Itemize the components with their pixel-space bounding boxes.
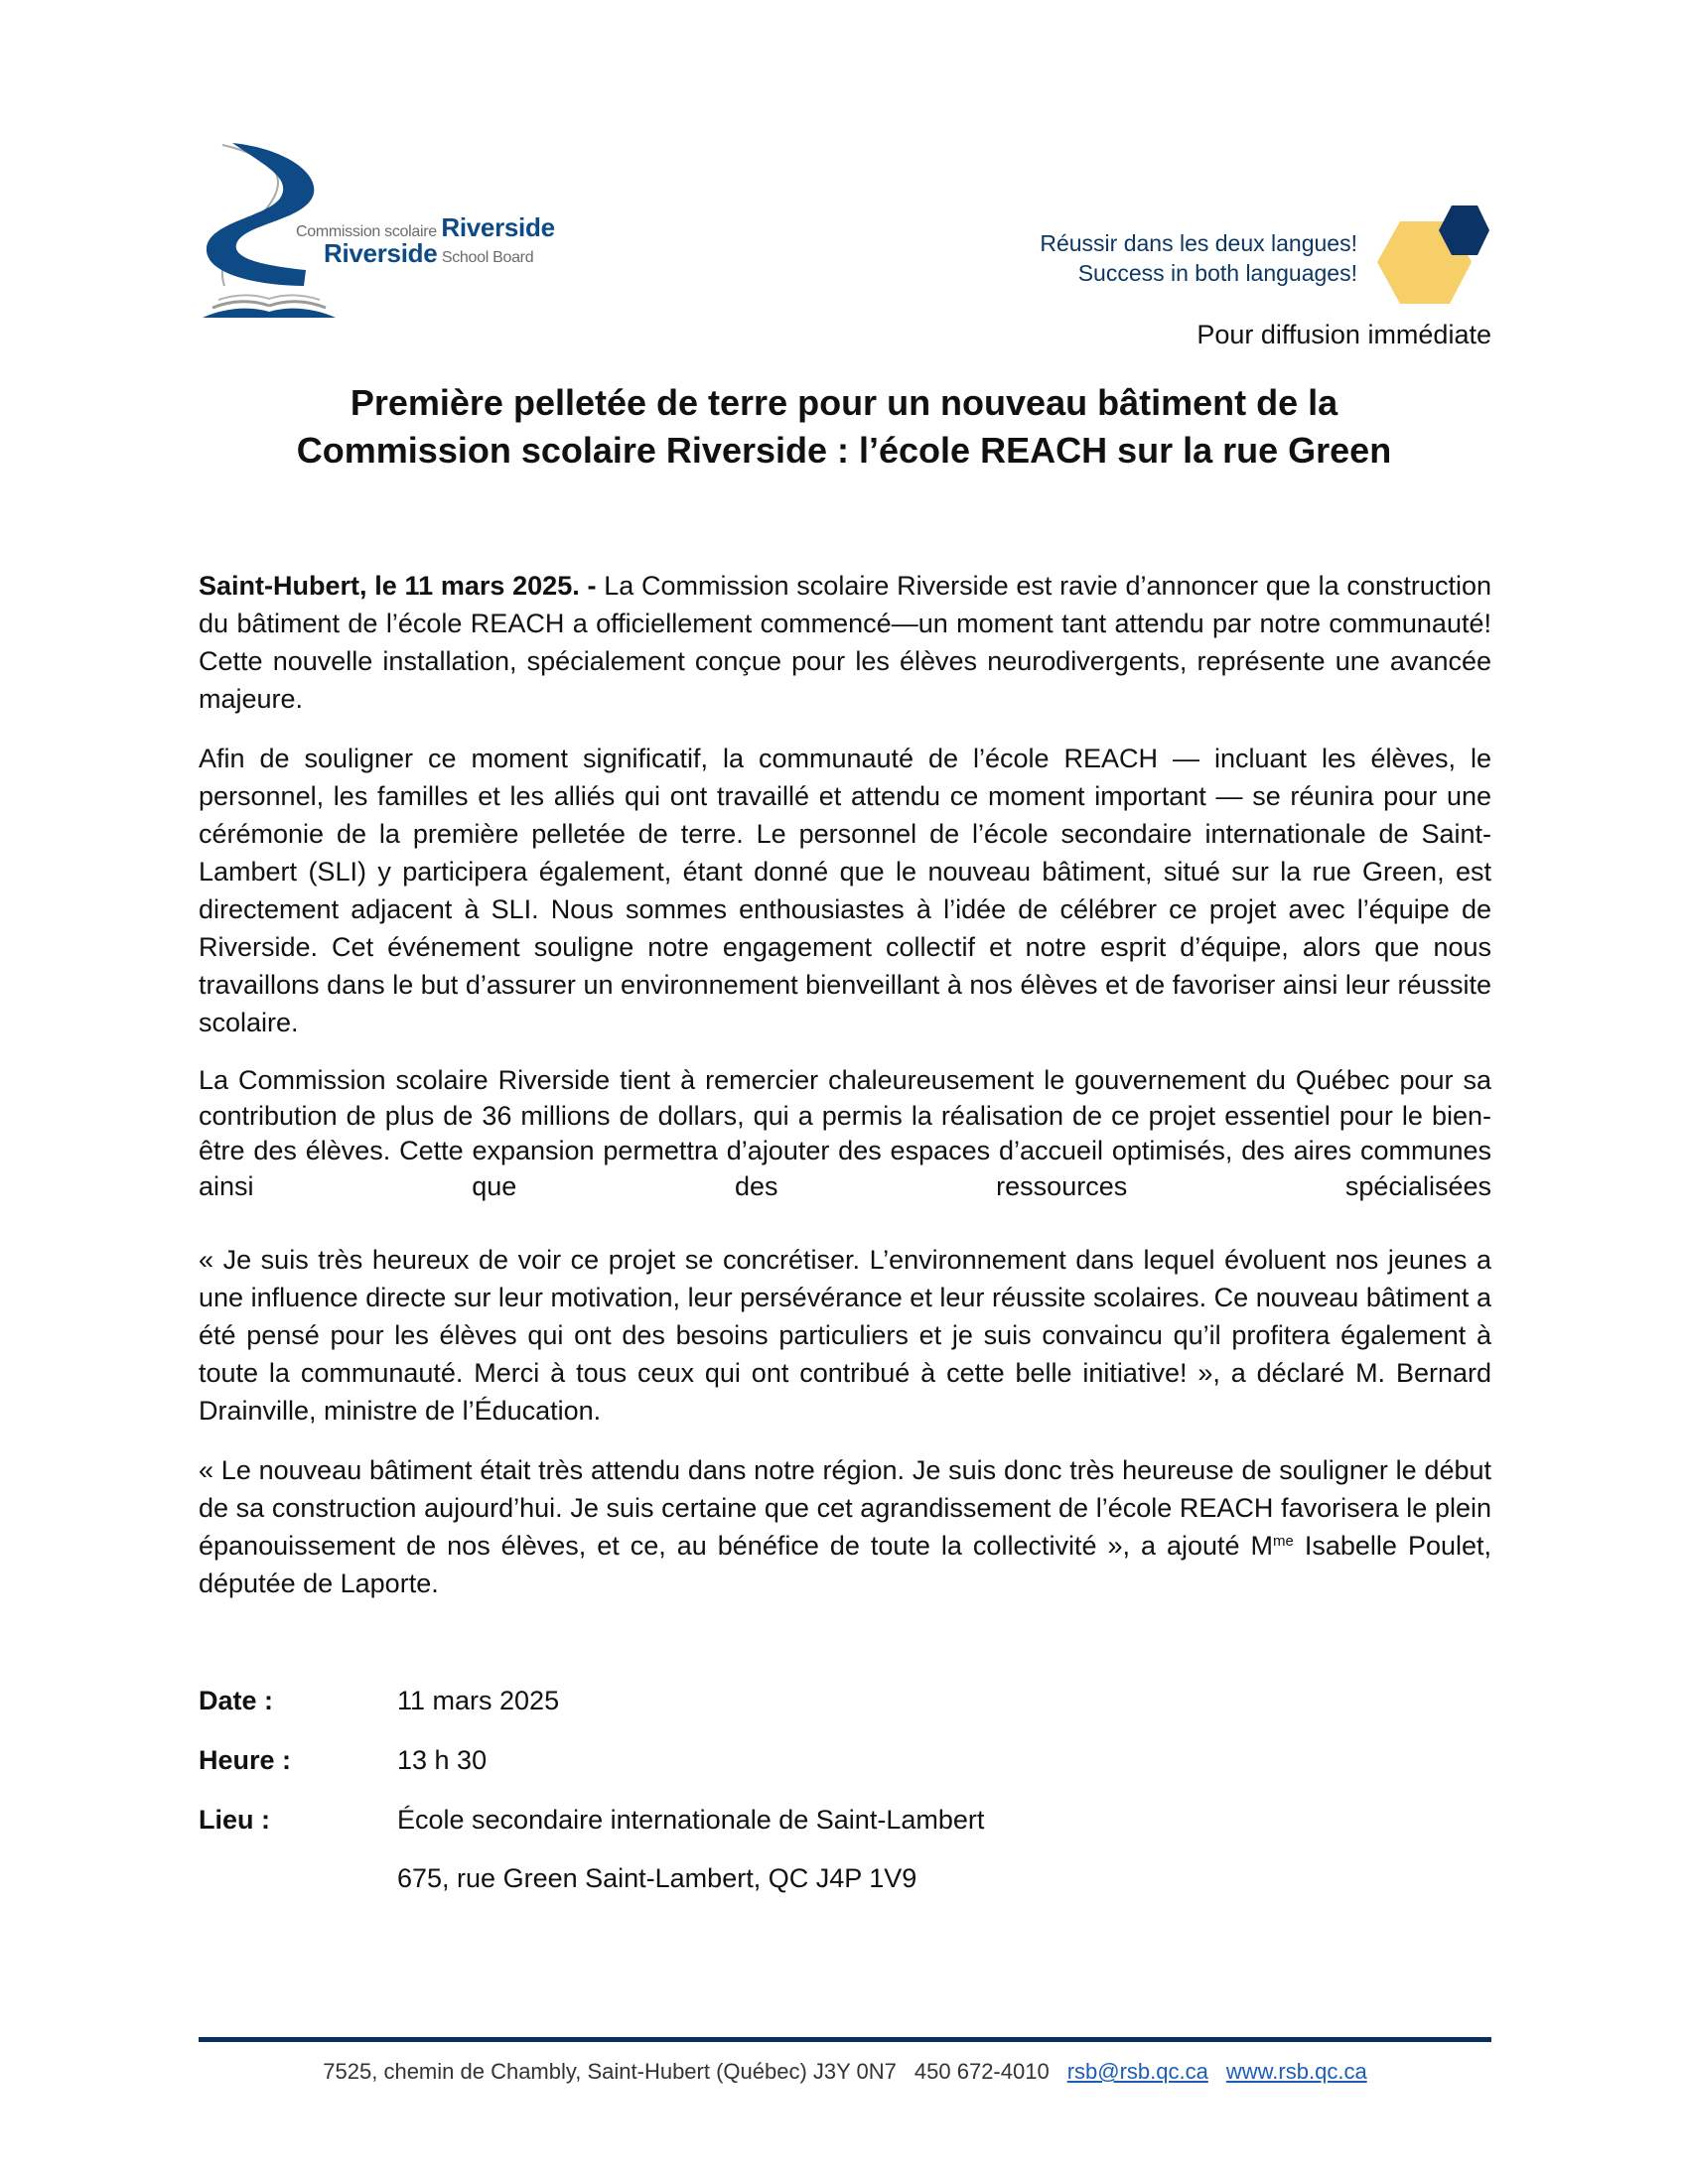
- dateline: Saint-Hubert, le 11 mars 2025. -: [199, 571, 597, 601]
- logo-text-riverside-fr: Riverside: [441, 212, 555, 242]
- footer-address: 7525, chemin de Chambly, Saint-Hubert (Québec) J3Y 0N7: [323, 2059, 897, 2084]
- title-superscript: me: [1273, 1533, 1294, 1550]
- hexagon-logo: [1372, 201, 1493, 308]
- quote-minister: « Je suis très heureux de voir ce projet se concrétiser. L’environnement dans lequel évoluent nos jeunes a une influence directe sur leur motivation, leur persévérance et leur réussite scolaires. Ce nouveau bâtiment a été pensé pour les élèves qui ont des besoins particuliers et je suis convaincu qu’il profitera également à toute la communauté. Merci à tous ceux qui ont contribué à cette belle initiative! », a déclaré M. Bernard Drainville, ministre de l’Éducation.: [199, 1245, 1491, 1426]
- quote-deputy: [199, 1451, 1491, 1602]
- riverside-logo: [195, 137, 572, 322]
- time-value: 13 h 30: [397, 1745, 488, 1775]
- place-label: Lieu :: [199, 1805, 270, 1835]
- tagline: [1040, 228, 1357, 288]
- paragraph-intro: [199, 567, 1491, 718]
- title-line-2: Commission scolaire Riverside : l’école REACH sur la rue Green: [296, 430, 1392, 471]
- footer-website-link[interactable]: www.rsb.qc.ca: [1225, 2059, 1367, 2084]
- place-value: École secondaire internationale de Saint-Lambert: [397, 1805, 985, 1835]
- intro-text: La Commission scolaire Riverside est ravie d’annoncer que la construction du bâtiment de l’école REACH a officiellement commencé—un moment tant attendu par notre communauté! Cette nouvelle installation, spécialement conçue pour les élèves neurodivergents, représente une avancée majeure.: [199, 571, 1491, 714]
- tagline-en: Success in both languages!: [1077, 260, 1357, 286]
- footer-email-link[interactable]: rsb@rsb.qc.ca: [1066, 2059, 1208, 2084]
- time-label: Heure :: [199, 1745, 292, 1775]
- logo-text-school-board: School Board: [441, 249, 534, 266]
- footer-phone: 450 672-4010: [914, 2059, 1050, 2084]
- quote-deputy-attribution: Isabelle Poulet, députée de Laporte.: [199, 1531, 1492, 1598]
- tagline-fr: Réussir dans les deux langues!: [1040, 230, 1357, 256]
- address-value: 675, rue Green Saint-Lambert, QC J4P 1V9: [397, 1863, 917, 1893]
- release-type-label: Pour diffusion immédiate: [1196, 320, 1491, 349]
- paragraph-funding: La Commission scolaire Riverside tient à remercier chaleureusement le gouvernement du Québec pour sa contribution de plus de 36 millions de dollars, qui a permis la réalisation de ce projet essentiel pour le bien-être des élèves. Cette expansion permettra d’ajouter des espaces d’accueil optimisés, des aires communes ainsi que des ressources spécialisées: [199, 1065, 1491, 1201]
- quote-deputy-text: « Le nouveau bâtiment était très attendu dans notre région. Je suis donc très heureuse de souligner le début de sa construction aujourd’hui. Je suis certaine que cet agrandissement de l’école REACH favorisera le plein épanouissement de nos élèves, et ce, au bénéfice de toute la collectivité », a ajouté M: [199, 1455, 1491, 1561]
- title-line-1: Première pelletée de terre pour un nouveau bâtiment de la: [350, 382, 1338, 423]
- date-label: Date :: [199, 1686, 274, 1715]
- paragraph-ceremony: Afin de souligner ce moment significatif, la communauté de l’école REACH — incluant les élèves, le personnel, les familles et les alliés qui ont travaillé et attendu ce moment important — se réunira pour une cérémonie de la première pelletée de terre. Le personnel de l’école secondaire internationale de Saint-Lambert (SLI) y participera également, étant donné que le nouveau bâtiment, situé sur la rue Green, est directement adjacent à SLI. Nous sommes enthousiastes à l’idée de célébrer ce projet avec l’équipe de Riverside. Cet événement souligne notre engagement collectif et notre esprit d’équipe, alors que nous travaillons dans le but d’assurer un environnement bienveillant à nos élèves et de favoriser ainsi leur réussite scolaire.: [199, 744, 1491, 1037]
- date-value: 11 mars 2025: [397, 1686, 560, 1715]
- logo-text-riverside-en: Riverside: [324, 238, 438, 268]
- footer: [199, 2059, 1491, 2085]
- logo-text-commission-scolaire: Commission scolaire: [296, 223, 437, 240]
- page-title: [199, 379, 1489, 475]
- footer-divider: [199, 2037, 1491, 2042]
